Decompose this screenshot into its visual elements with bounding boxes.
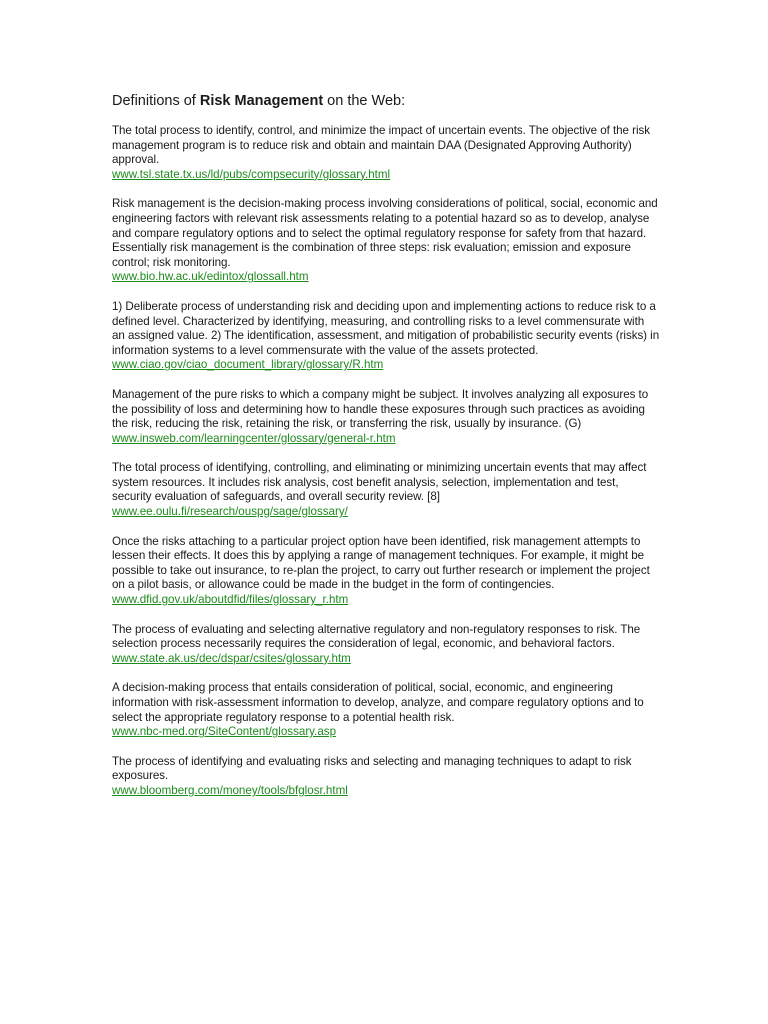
source-link[interactable]: www.state.ak.us/dec/dspar/csites/glossary.htm xyxy=(112,651,351,665)
definition-entry xyxy=(112,124,660,182)
source-link[interactable]: www.dfid.gov.uk/aboutdfid/files/glossary_r.htm xyxy=(112,593,349,607)
title-suffix: on the Web: xyxy=(323,93,406,109)
definition-entry xyxy=(112,755,660,799)
title-term: Risk Management xyxy=(199,93,324,109)
definition-text: The total process to identify, control, and minimize the impact of uncertain events. The objective of the risk management program is to reduce risk and obtain and maintain DAA (Designated Approving Authority) approval. xyxy=(112,124,650,167)
source-link[interactable]: www.tsl.state.tx.us/ld/pubs/compsecurity/glossary.html xyxy=(112,167,391,181)
source-link[interactable]: www.bio.hw.ac.uk/edintox/glossall.htm xyxy=(112,270,309,284)
definition-entry xyxy=(112,535,660,608)
definition-entry xyxy=(112,461,660,519)
source-link[interactable]: www.nbc-med.org/SiteContent/glossary.asp xyxy=(112,725,337,739)
source-link[interactable]: www.ciao.gov/ciao_document_library/glossary/R.htm xyxy=(112,358,384,372)
source-link[interactable]: www.insweb.com/learningcenter/glossary/general-r.htm xyxy=(112,431,396,445)
definition-entry xyxy=(112,681,660,739)
title-prefix: Definitions of xyxy=(112,93,200,109)
definition-entry xyxy=(112,300,660,373)
definition-text: Management of the pure risks to which a company might be subject. It involves analyzing all exposures to the possibility of loss and determining how to handle these exposures through such practices as avoiding the risk, reducing the risk, retaining the risk, or transferring the risk, usually by insurance. (G) xyxy=(112,387,649,431)
source-link[interactable]: www.ee.oulu.fi/research/ouspg/sage/glossary/ xyxy=(112,505,348,519)
definition-text: Risk management is the decision-making process involving considerations of political, social, economic and engineering factors with relevant risk assessments relating to a potential hazard so as to develop, analyse and compare regulatory options and to select the optimal regulatory response for safety from that hazard. Essentially risk management is the combination of three steps: risk evaluation; emission and exposure control; risk monitoring. xyxy=(112,197,658,269)
page-title xyxy=(112,92,660,110)
definition-text: The total process of identifying, controlling, and eliminating or minimizing uncertain events that may affect system resources. It includes risk analysis, cost benefit analysis, selection, implementation and test, security evaluation of safeguards, and overall security review. [8] xyxy=(112,461,647,504)
definition-text: 1) Deliberate process of understanding risk and deciding upon and implementing actions to reduce risk to a defined level. Characterized by identifying, measuring, and controlling risks to a level commensurate with an assigned value. 2) The identification, assessment, and mitigation of probabilistic security events (risks) in information systems to a level commensurate with the value of the assets protected. xyxy=(112,299,660,357)
definition-text: Once the risks attaching to a particular project option have been identified, risk management attempts to lessen their effects. It does this by applying a range of management techniques. For example, it might be possible to take out insurance, to re-plan the project, to carry out further research or implement the project on a pilot basis, or allowance could be made in the budget in the form of contingencies. xyxy=(112,534,650,592)
source-link[interactable]: www.bloomberg.com/money/tools/bfglosr.html xyxy=(112,783,348,797)
definition-text: The process of evaluating and selecting alternative regulatory and non-regulatory responses to risk. The selection process necessarily requires the consideration of legal, economic, and behavioral factors. xyxy=(112,622,641,651)
definition-text: The process of identifying and evaluating risks and selecting and managing techniques to adapt to risk exposures. xyxy=(112,754,632,783)
definition-entry xyxy=(112,388,660,446)
definitions-page xyxy=(112,92,660,814)
definition-text: A decision-making process that entails consideration of political, social, economic, and engineering information with risk-assessment information to develop, analyze, and compare regulatory options and to select the appropriate regulatory response to a potential health risk. xyxy=(112,681,644,724)
definition-entry xyxy=(112,197,660,285)
definition-entry xyxy=(112,623,660,667)
